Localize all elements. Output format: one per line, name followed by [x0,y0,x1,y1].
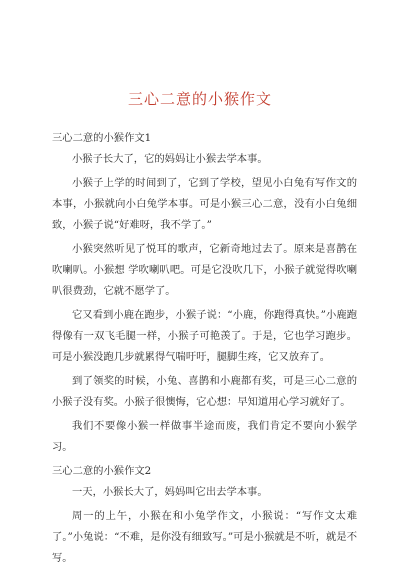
document-title: 三心二意的小猴作文 [127,90,272,108]
paragraph: 我们不要像小猴一样做事半途而废，我们肯定不要向小猴学习。 [52,420,357,453]
section-heading-2: 三心二意的小猴作文2 [52,465,152,477]
paragraph: 周一的上午，小猴在和小兔学作文，小猴说：“写作文太难了。”小兔说：“不难，是你没有细致写。”可是小猴就是不听，就是不写。 [52,510,357,564]
document-body [52,128,357,572]
paragraph: 小猴突然听见了悦耳的歌声，它新奇地过去了。原来是喜鹊在吹喇叭。小猴想 学吹喇叭吧。可是它没吹几下，小猴子就觉得吹喇叭很费劲，它就不愿学了。 [52,243,357,297]
paragraph: 一天，小猴长大了，妈妈叫它出去学本事。 [72,486,268,498]
paragraph: 到了领奖的时候，小兔、喜鹊和小鹿都有奖，可是三心二意的小猴子没有奖。小猴子很懊悔，它心想：早知道用心学习就好了。 [52,375,357,408]
paragraph: 小猴子长大了，它的妈妈让小猴去学本事。 [72,153,268,165]
paragraph: 它又看到小鹿在跑步，小猴子说：“小鹿，你跑得真快。”小鹿跑得像有一双飞毛腿一样，小猴子可艳羡了。于是，它也学习跑步。可是小猴没跑几步就累得气喘吁吁，腿脚生疼，它又放弃了。 [52,309,357,363]
paragraph: 小猴子上学的时间到了，它到了学校，望见小白兔有写作文的本事，小猴就向小白兔学本事。可是小猴三心二意，没有小白兔细致，小猴子说“好难呀，我不学了。” [52,177,357,231]
section-heading-1: 三心二意的小猴作文1 [52,132,152,144]
